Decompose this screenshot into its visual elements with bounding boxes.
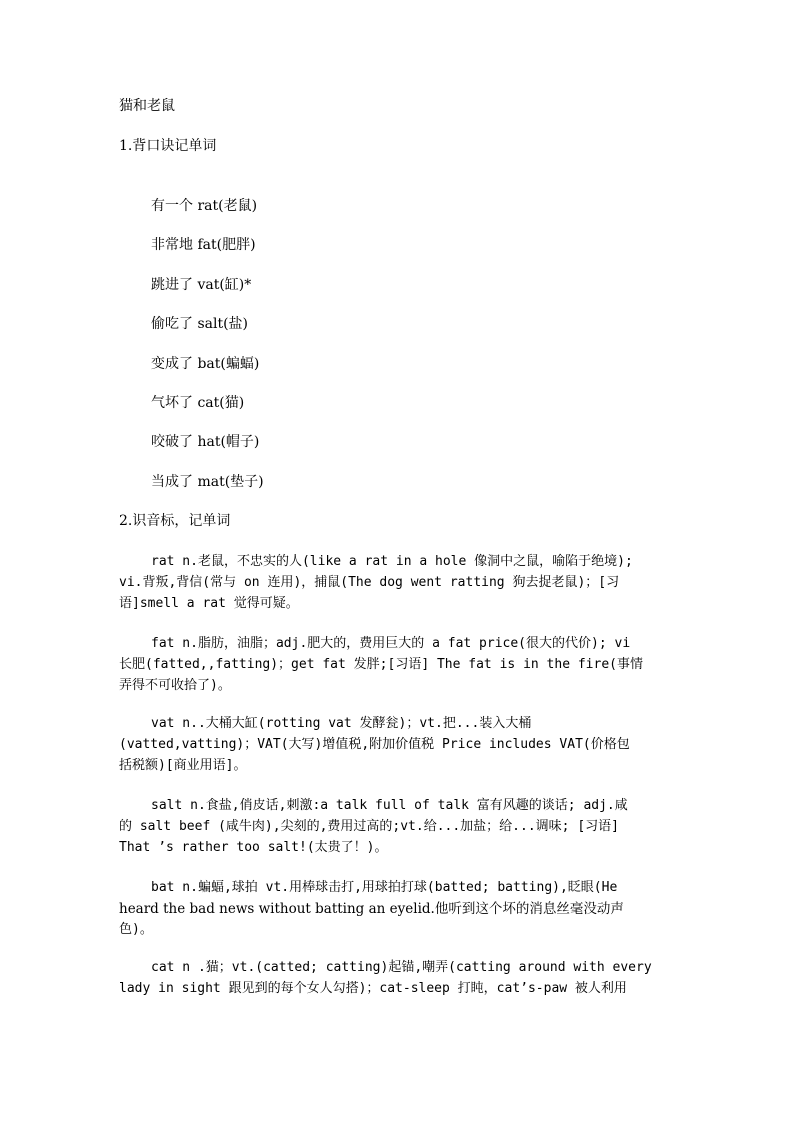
- mnemonic-line-4: 偷吃了 salt(盐): [151, 316, 249, 332]
- mnemonic-line-1: 有一个 rat(老鼠): [151, 198, 258, 214]
- section1-heading: 1.背口诀记单词: [119, 138, 217, 154]
- entry-line: rat n.老鼠，不忠实的人(like a rat in a hole 像洞中之鼠，喻陷于绝境);: [151, 554, 633, 569]
- entry-line: salt n.食盐,俏皮话,刺激:a talk full of talk 富有风趣的谈话; adj.咸: [151, 798, 628, 813]
- entry-line: (vatted,vatting)；VAT(大写)增值税,附加价值税 Price includes VAT(价格包: [119, 737, 630, 752]
- entry-line: vat n..大桶大缸(rotting vat 发酵瓮)；vt.把...装入大桶: [151, 716, 532, 731]
- mnemonic-line-6: 气坏了 cat(猫): [151, 395, 245, 411]
- entry-line: fat n.脂肪，油脂；adj.肥大的，费用巨大的 a fat price(很大的代价); vi: [151, 636, 631, 651]
- mnemonic-line-2: 非常地 fat(肥胖): [151, 237, 256, 253]
- mnemonic-line-7: 咬破了 hat(帽子): [151, 434, 260, 450]
- entry-line: 的 salt beef (咸牛肉),尖刻的,费用过高的;vt.给...加盐；给...调味; [习语]: [119, 819, 619, 834]
- entry-line: 语]smell a rat 觉得可疑。: [119, 596, 299, 611]
- entry-line: cat n .猫；vt.(catted; catting)起锚,嘲弄(catting around with every: [151, 960, 652, 975]
- section2-heading: 2.识音标，记单词: [119, 513, 231, 529]
- entry-line: 括税额)[商业用语]。: [119, 758, 247, 773]
- entry-line: That ’s rather too salt!(太贵了！)。: [119, 840, 388, 855]
- entry-line: 长肥(fatted,,fatting)；get fat 发胖;[习语] The fat is in the fire(事情: [119, 657, 643, 672]
- entry-line: heard the bad news without batting an eyelid.他听到这个坏的消息丝毫没动声: [119, 901, 624, 917]
- mnemonic-line-3: 跳进了 vat(缸)*: [151, 277, 252, 293]
- entry-line: vi.背叛,背信(常与 on 连用)，捕鼠(The dog went ratting 狗去捉老鼠)；[习: [119, 575, 620, 590]
- mnemonic-line-8: 当成了 mat(垫子): [151, 474, 264, 490]
- entry-line: bat n.蝙蝠,球拍 vt.用棒球击打,用球拍打球(batted; batting),眨眼(He: [151, 880, 618, 895]
- entry-line: lady in sight 跟见到的每个女人勾搭)；cat-sleep 打盹，cat’s-paw 被人利用: [119, 981, 627, 996]
- document-title: 猫和老鼠: [119, 98, 175, 114]
- mnemonic-line-5: 变成了 bat(蝙蝠): [151, 356, 260, 372]
- entry-line: 色)。: [119, 922, 153, 937]
- entry-line: 弄得不可收拾了)。: [119, 678, 231, 693]
